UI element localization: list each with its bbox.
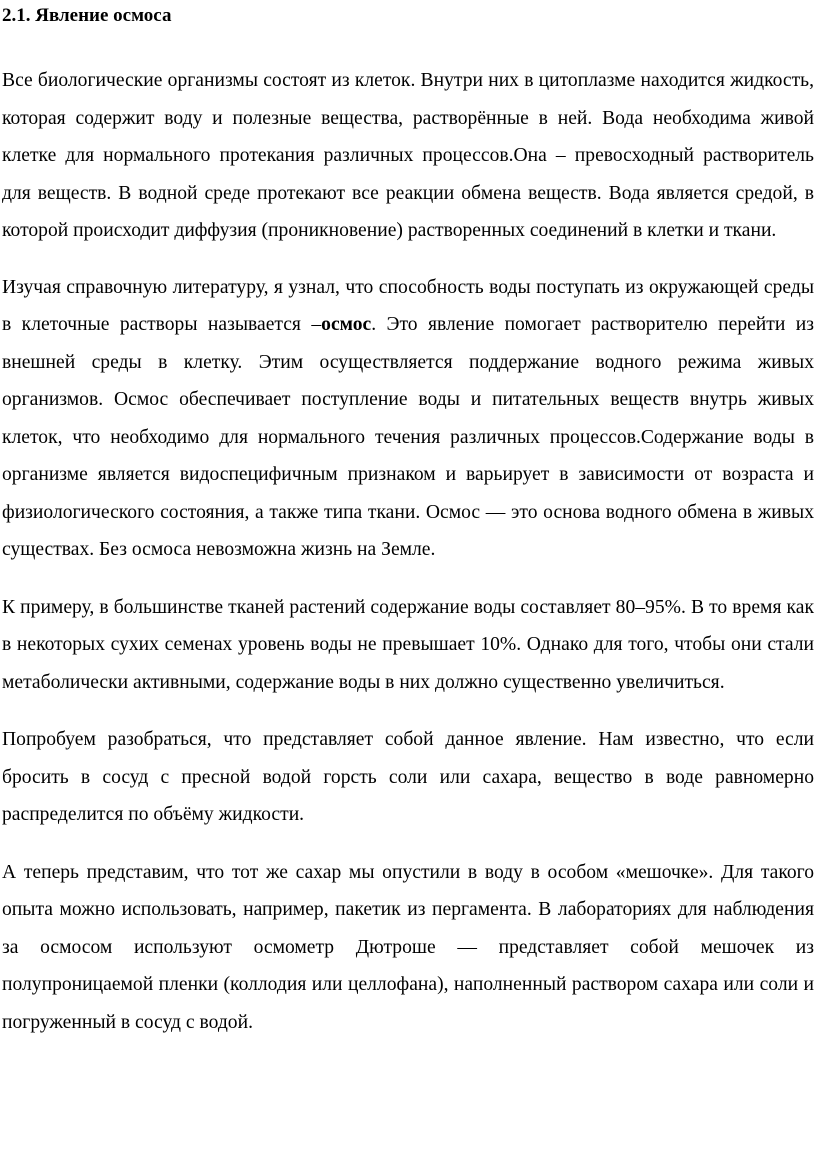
paragraph-cells-and-water: Все биологические организмы состоят из клеток. Внутри них в цитоплазме находится жидкость, которая содержит воду и полезные вещества, растворённые в ней. Вода необходима живой клетке для нормального протекания различных процессов.Она – превосходный растворитель для веществ. В водной среде протекают все реакции обмена веществ. Вода является средой, в которой происходит диффузия (проникновение) растворенных соединений в клетки и ткани. [2, 70, 814, 241]
paragraph-osmometer: А теперь представим, что тот же сахар мы опустили в воду в особом «мешочке». Для такого опыта можно использовать, например, пакетик из пергамента. В лабораториях для наблюдения за осмосом используют осмометр Дютроше — представляет собой мешочек из полупроницаемой пленки (коллодия или целлофана), наполненный раствором сахара или соли и погруженный в сосуд с водой. [2, 861, 814, 1033]
paragraph-plant-water-content: К примеру, в большинстве тканей растений содержание воды составляет 80–95%. В то время как в некоторых сухих семенах уровень воды не превышает 10%. Однако для того, чтобы они стали метаболически активными, содержание воды в них должно существенно увеличиться. [2, 596, 814, 693]
paragraph-osmosis-rest: . Это явление помогает растворителю перейти из внешней среды в клетку. Этим осуществляется поддержание водного режима живых организмов. Осмос обеспечивает поступление воды и питательных веществ внутрь живых клеток, что необходимо для нормального течения различных процессов.Содержание воды в организме является видоспецифичным признаком и варьирует в зависимости от возраста и физиологического состояния, а также типа ткани. Осмос — это основа водного обмена в живых существах. Без осмоса невозможна жизнь на Земле. [2, 314, 814, 560]
section-heading: 2.1. Явление осмоса [2, 5, 172, 26]
paragraph-dissolution-example: Попробуем разобраться, что представляет собой данное явление. Нам известно, что если бросить в сосуд с пресной водой горсть соли или сахара, вещество в воде равномерно распределится по объёму жидкости. [2, 729, 814, 825]
document-page [2, 0, 814, 1041]
paragraph-osmosis-definition [2, 269, 814, 569]
term-osmosis: осмос [321, 314, 372, 335]
paragraph-osmosis-intro: Изучая справочную литературу, я узнал, что способность воды поступать из окружающей среды в клеточные растворы называется – [2, 276, 814, 335]
